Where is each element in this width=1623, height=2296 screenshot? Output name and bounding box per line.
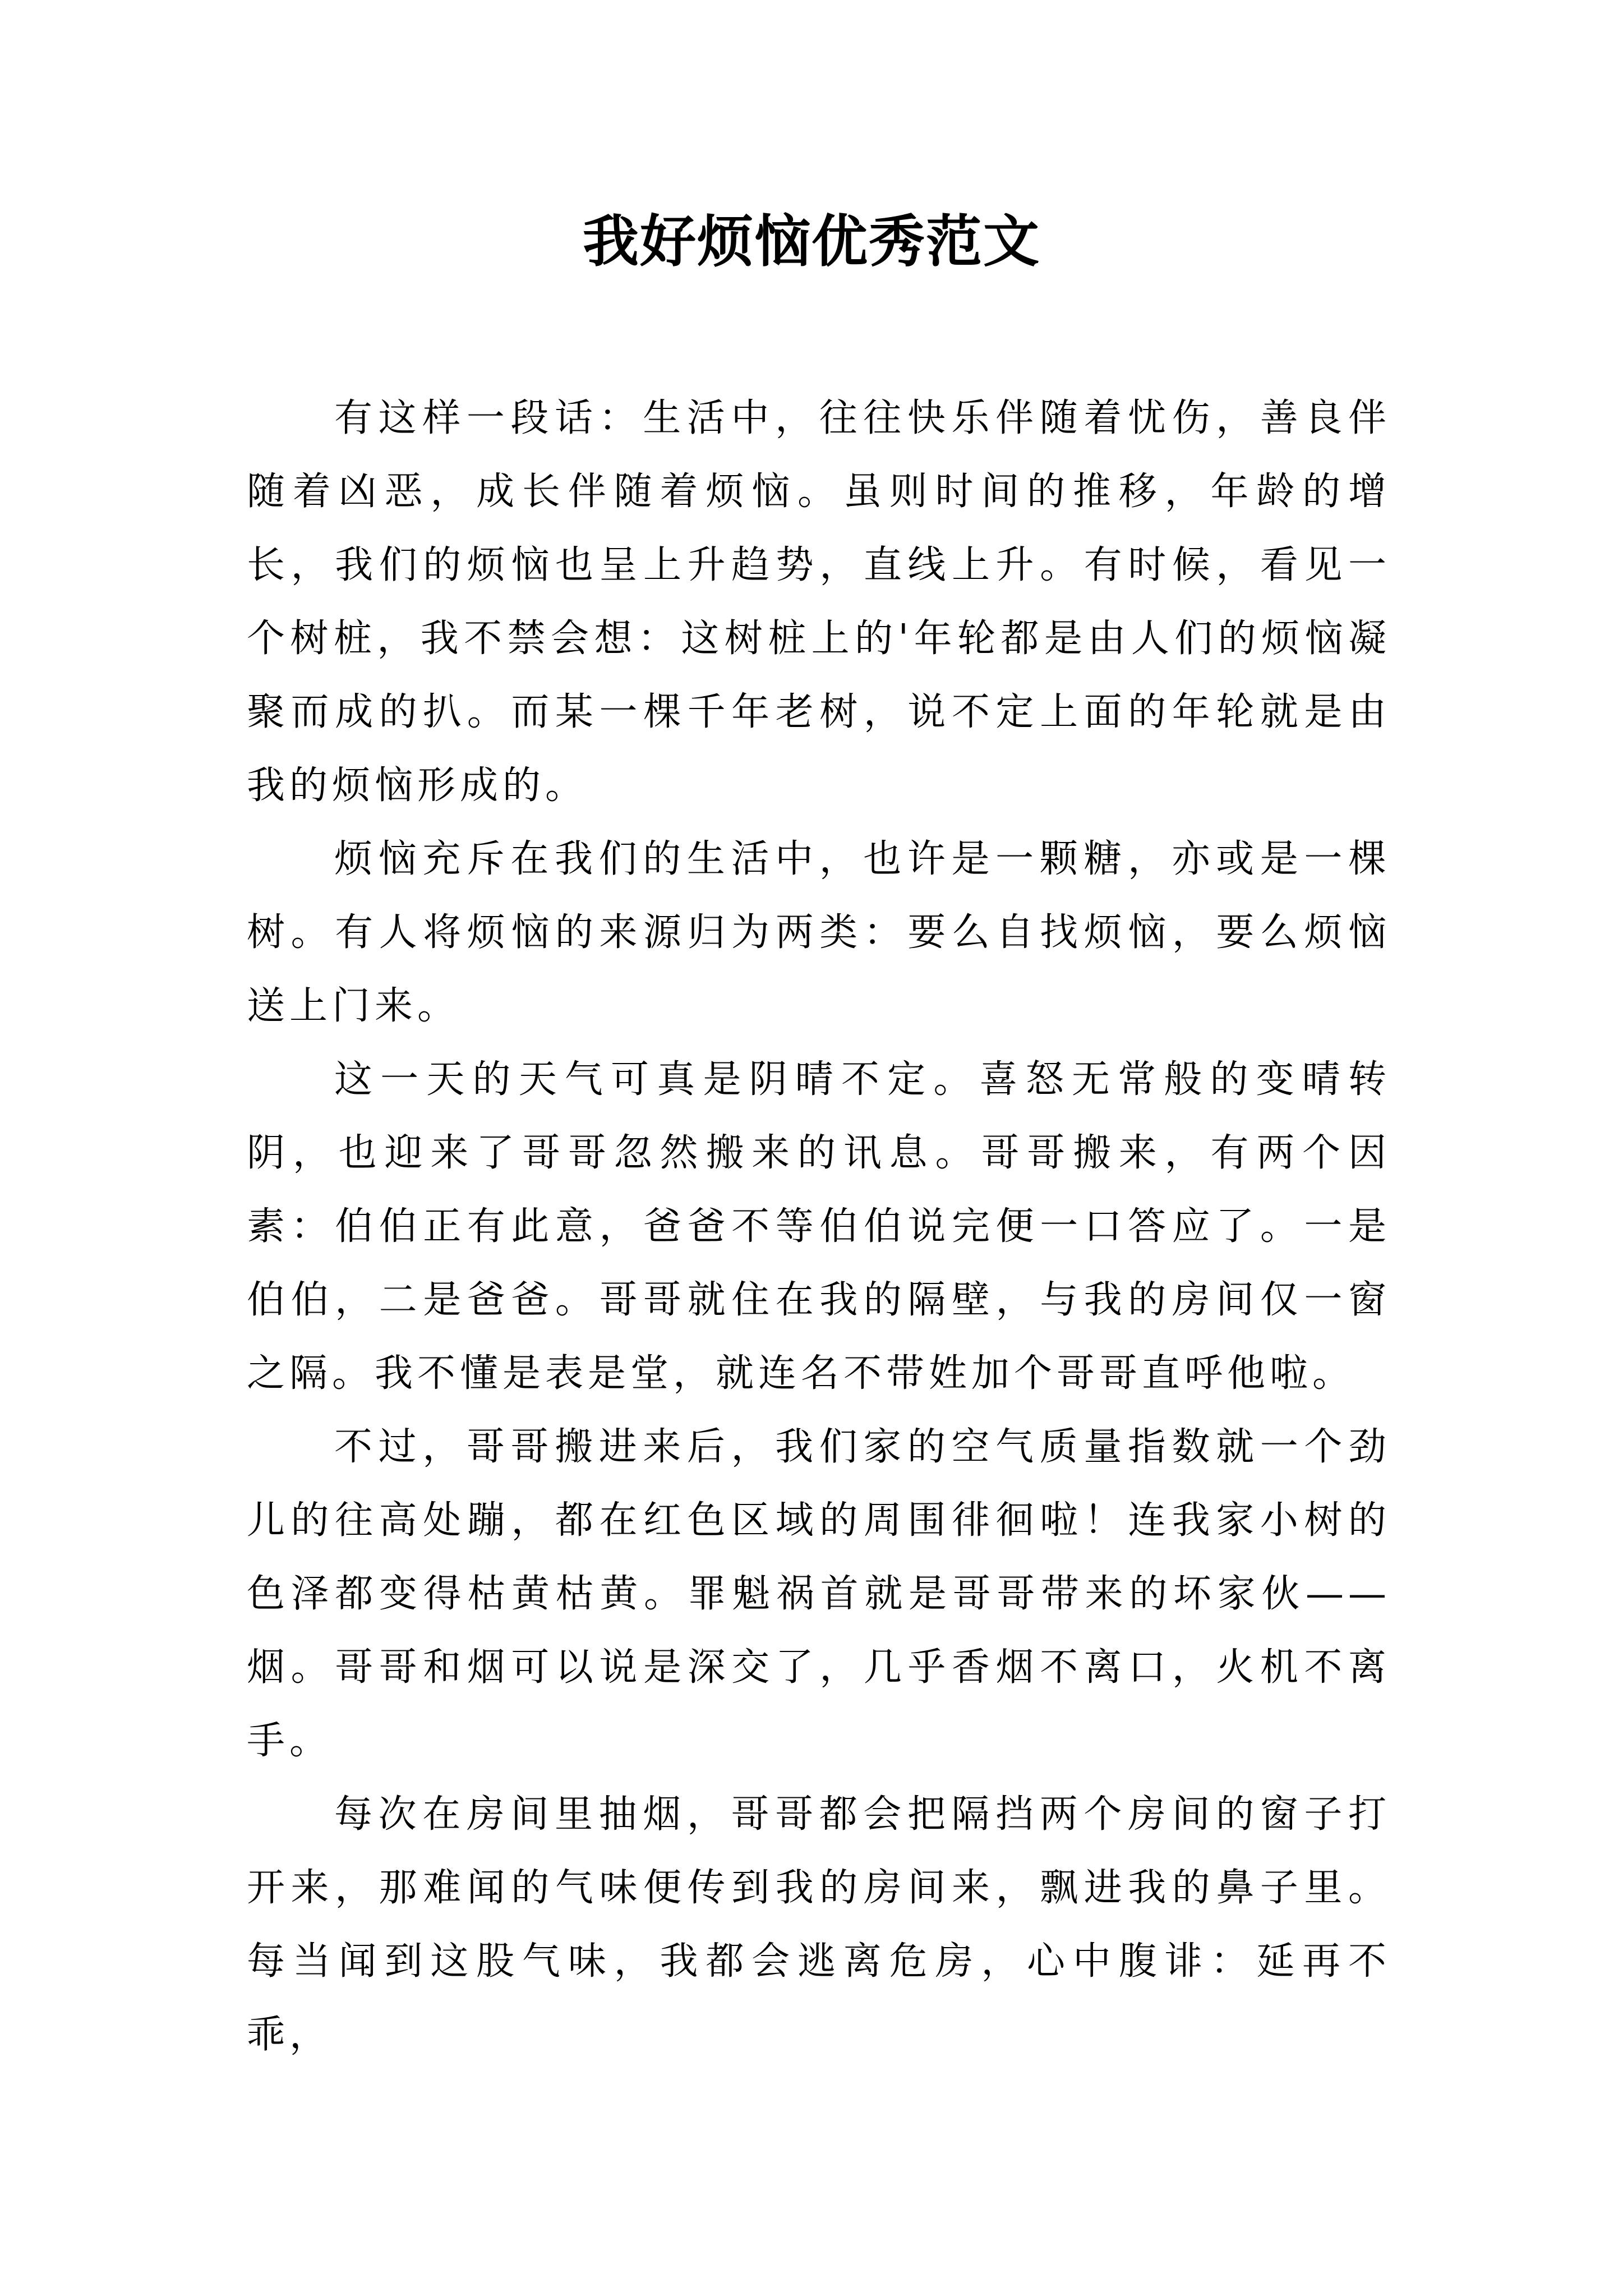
document-body xyxy=(247,381,1391,2072)
document-title: 我好烦恼优秀范文 xyxy=(583,208,1040,274)
paragraph: 这一天的天气可真是阴晴不定。喜怒无常般的变晴转阴，也迎来了哥哥忽然搬来的讯息。哥哥搬来，有两个因素：伯伯正有此意，爸爸不等伯伯说完便一口答应了。一是伯伯，二是爸爸。哥哥就住在我的隔壁，与我的房间仅一窗之隔。我不懂是表是堂，就连名不带姓加个哥哥直呼他啦。 xyxy=(247,1057,1391,1396)
paragraph: 有这样一段话：生活中，往往快乐伴随着忧伤，善良伴随着凶恶，成长伴随着烦恼。虽则时间的推移，年龄的增长，我们的烦恼也呈上升趋势，直线上升。有时候，看见一个树桩，我不禁会想：这树桩上的'年轮都是由人们的烦恼凝聚而成的扒。而某一棵千年老树，说不定上面的年轮就是由我的烦恼形成的。 xyxy=(247,396,1391,808)
paragraph: 烦恼充斥在我们的生活中，也许是一颗糖，亦或是一棵树。有人将烦恼的来源归为两类：要么自找烦恼，要么烦恼送上门来。 xyxy=(247,837,1391,1028)
paragraph: 每次在房间里抽烟，哥哥都会把隔挡两个房间的窗子打开来，那难闻的气味便传到我的房间来，飘进我的鼻子里。每当闻到这股气味，我都会逃离危房，心中腹诽：延再不乖， xyxy=(247,1792,1391,2057)
paragraph: 不过，哥哥搬进来后，我们家的空气质量指数就一个劲儿的往高处蹦，都在红色区域的周围徘徊啦！连我家小树的色泽都变得枯黄枯黄。罪魁祸首就是哥哥带来的坏家伙——烟。哥哥和烟可以说是深交了，几乎香烟不离口，火机不离手。 xyxy=(247,1425,1391,1763)
